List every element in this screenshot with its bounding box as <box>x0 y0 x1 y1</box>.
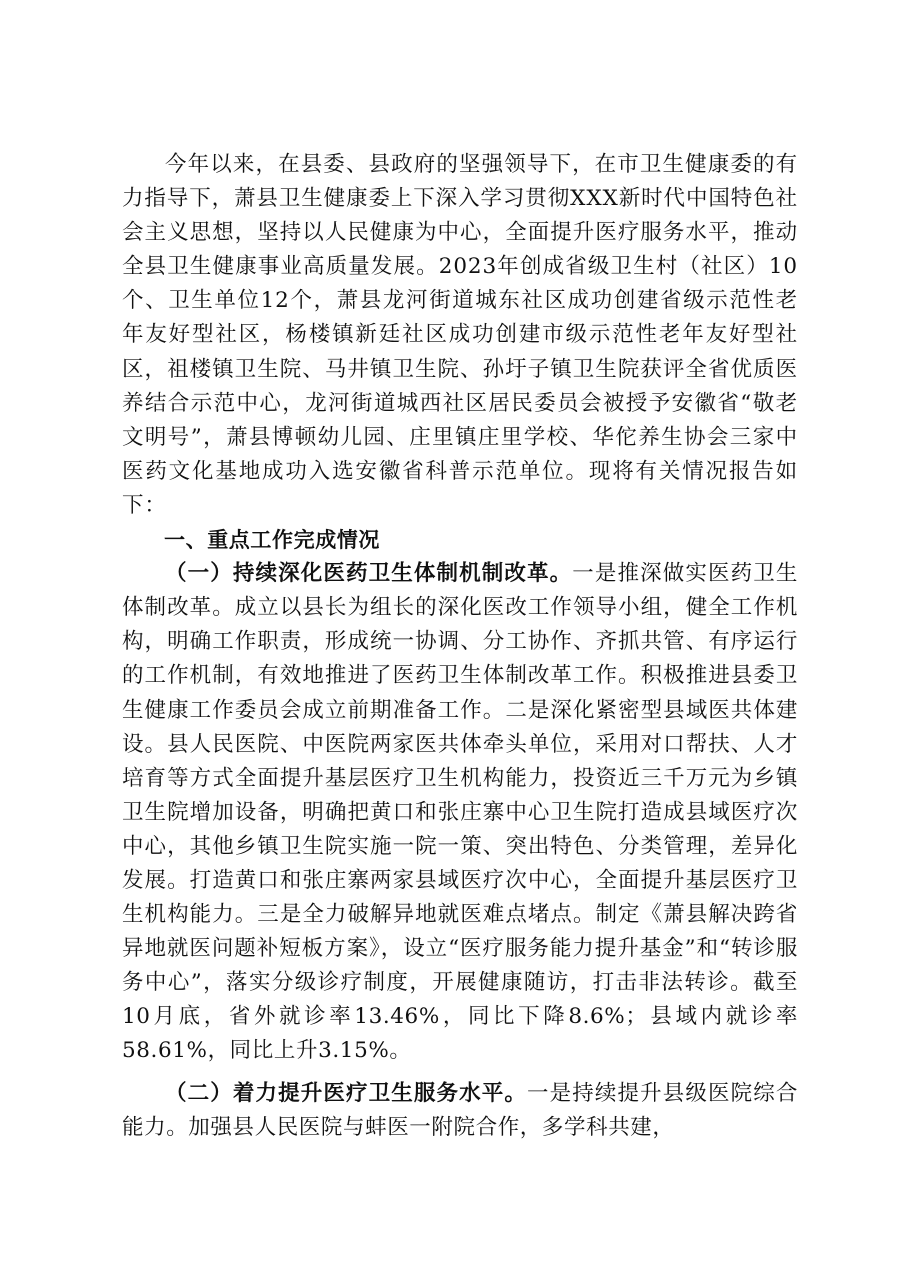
subsection-2-body: 一是持续提升县级医院综合能力。加强县人民医院与蚌医一附院合作，多学科共建， <box>122 1080 798 1140</box>
section-heading: 一、重点工作完成情况 <box>164 528 380 553</box>
subsection-1-body: 一是推深做实医药卫生体制改革。成立以县长为组长的深化医改工作领导小组，健全工作机构，明确工作职责，形成统一协调、分工协作、齐抓共管、有序运行的工作机制，有效地推进了医药卫生体制改革工作。积极推进县委卫生健康工作委员会成立前期准备工作。二是深化紧密型县域医共体建设。县人民医院、中医院两家医共体牵头单位，采用对口帮扶、人才培育等方式全面提升基层医疗卫生机构能力，投资近三千万元为乡镇卫生院增加设备，明确把黄口和张庄寨中心卫生院打造成县域医疗次中心，其他乡镇卫生院实施一院一策、突出特色、分类管理，差异化发展。打造黄口和张庄寨两家县域医疗次中心，全面提升基层医疗卫生机构能力。三是全力破解异地就医难点堵点。制定《萧县解决跨省异地就医问题补短板方案》，设立“医疗服务能力提升基金”和“转诊服务中心”，落实分级诊疗制度，开展健康随访，打击非法转诊。截至10月底，省外就诊率13.46%，同比下降8.6%；县域内就诊率58.61%，同比上升3.15%。 <box>122 561 798 1064</box>
subsection-2-paragraph <box>122 1077 798 1145</box>
document-body <box>122 148 798 1145</box>
subsection-1-title: （一）持续深化医药卫生体制机制改革。 <box>165 561 573 587</box>
subsection-2-title: （二）着力提升医疗卫生服务水平。 <box>165 1080 528 1106</box>
subsection-1-paragraph <box>122 557 798 1068</box>
intro-paragraph: 今年以来，在县委、县政府的坚强领导下，在市卫生健康委的有力指导下，萧县卫生健康委上下深入学习贯彻XXX新时代中国特色社会主义思想，坚持以人民健康为中心，全面提升医疗服务水平，推动全县卫生健康事业高质量发展。2023年创成省级卫生村（社区）10个、卫生单位12个，萧县龙河街道城东社区成功创建省级示范性老年友好型社区，杨楼镇新廷社区成功创建市级示范性老年友好型社区，祖楼镇卫生院、马井镇卫生院、孙圩子镇卫生院获评全省优质医养结合示范中心，龙河街道城西社区居民委员会被授予安徽省“敬老文明号”，萧县博顿幼儿园、庄里镇庄里学校、华佗养生协会三家中医药文化基地成功入选安徽省科普示范单位。现将有关情况报告如下： <box>122 152 798 518</box>
paragraph-gap <box>122 1069 798 1077</box>
